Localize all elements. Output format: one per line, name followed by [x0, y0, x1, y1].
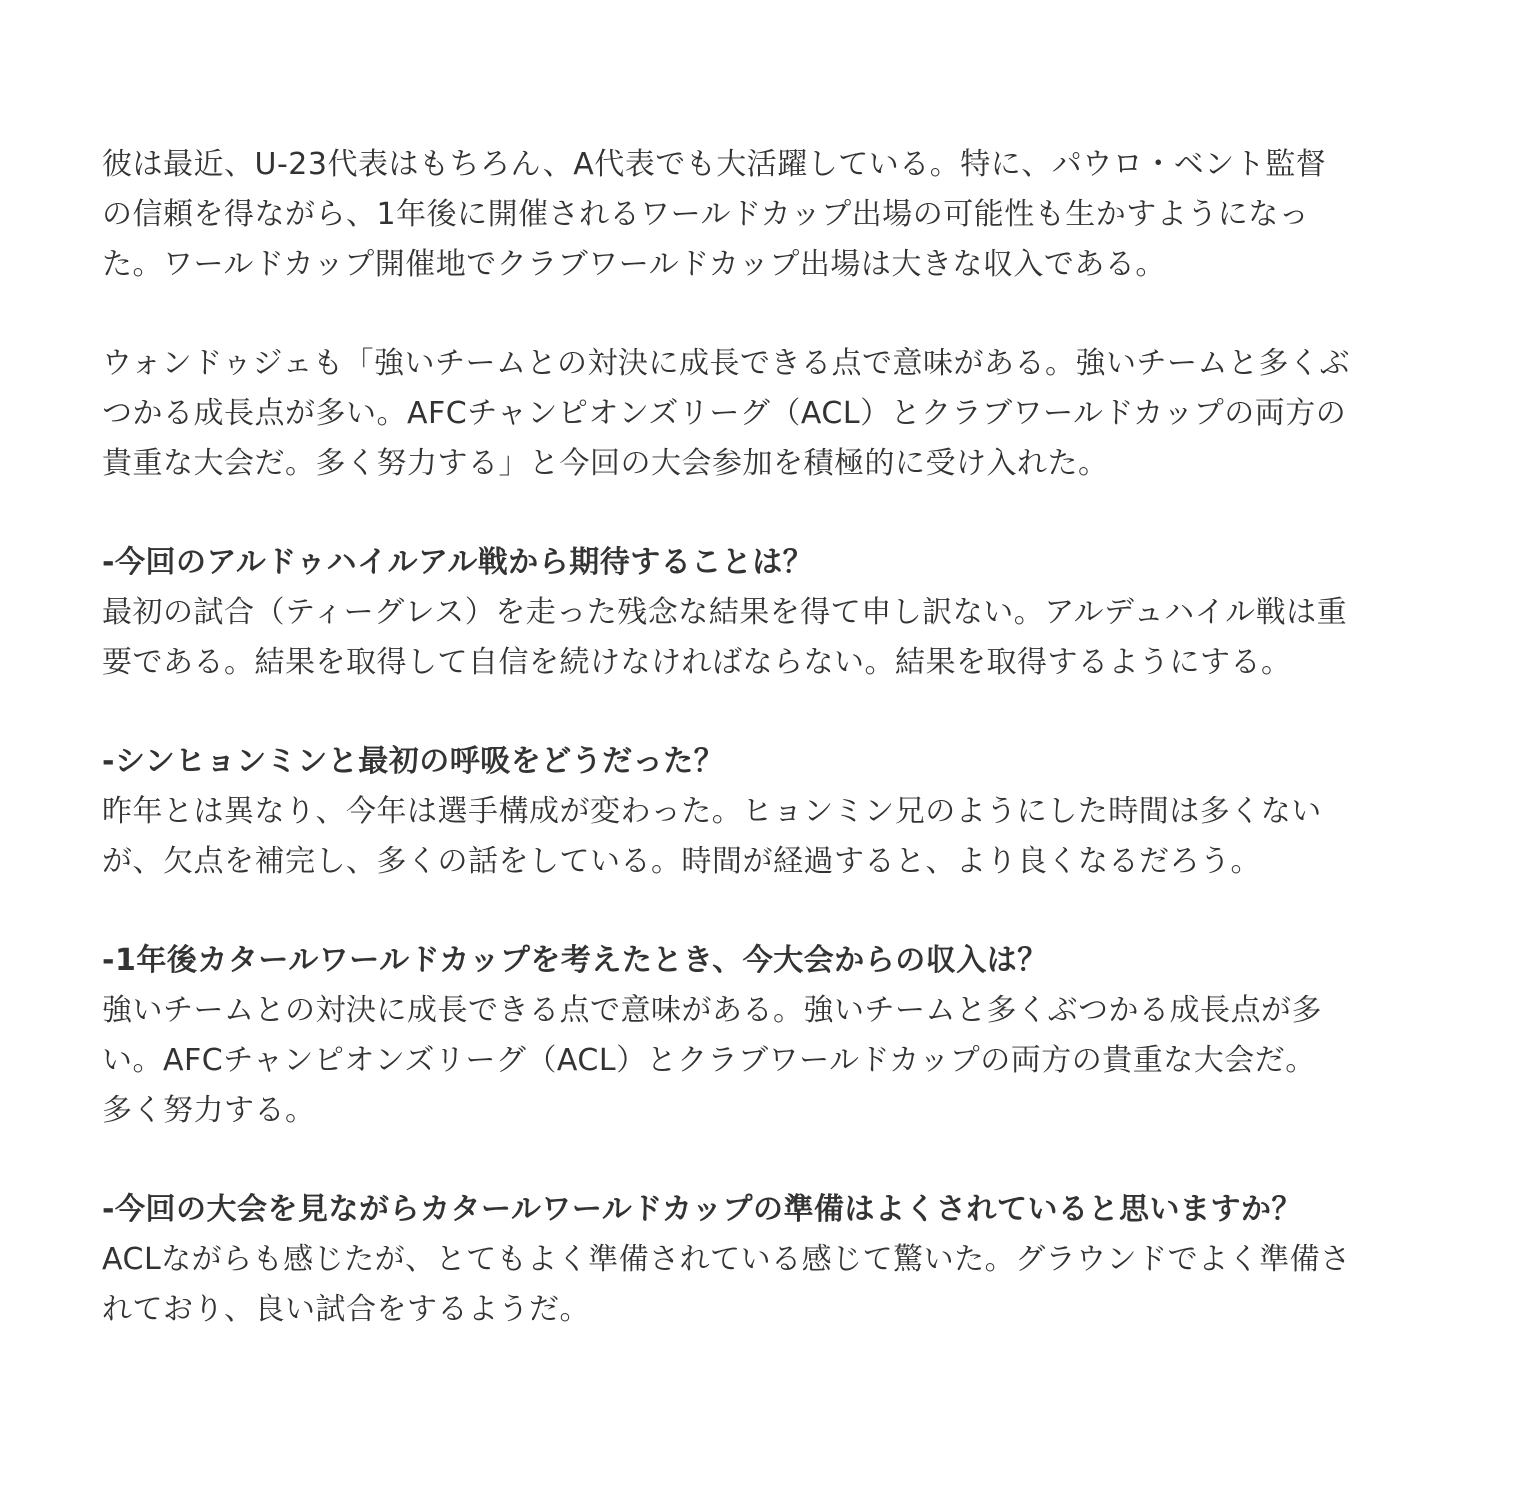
- question-heading: -1年後カタールワールドカップを考えたとき、今大会からの収入は？: [102, 943, 1048, 978]
- answer-text: ACLながらも感じたが、とてもよく準備されている感じて驚いた。グラウンドでよく準備さ れており、良い試合をするようだ。: [102, 1242, 1351, 1327]
- intro-paragraph-2: ウォンドゥジェも「強いチームとの対決に成長できる点で意味がある。強いチームと多くぶ つかる成長点が多い。AFCチャンピオンズリーグ（ACL）とクラブワールドカップの両方の 貴重な大会だ。多く努力する」と今回の大会参加を積極的に受け入れた。: [102, 346, 1350, 481]
- qa-item-1: [102, 538, 1447, 688]
- question-heading: -今回のアルドゥハイルアル戦から期待することは？: [102, 545, 814, 580]
- article-body: [102, 140, 1447, 1384]
- intro-paragraph-1: 彼は最近、U-23代表はもちろん、A代表でも大活躍している。特に、パウロ・ベント監督 の信頼を得ながら、1年後に開催されるワールドカップ出場の可能性も生かすようになっ た。ワールドカップ開催地でクラブワールドカップ出場は大きな収入である。: [102, 147, 1327, 282]
- answer-text: 昨年とは異なり、今年は選手構成が変わった。ヒョンミン兄のようにした時間は多くない が、欠点を補完し、多くの話をしている。時間が経過すると、より良くなるだろう。: [102, 794, 1322, 879]
- answer-text: 最初の試合（ティーグレス）を走った残念な結果を得て申し訳ない。アルデュハイル戦は重 要である。結果を取得して自信を続けなければならない。結果を取得するようにする。: [102, 595, 1348, 680]
- qa-item-4: [102, 1185, 1447, 1335]
- question-heading: -シンヒョンミンと最初の呼吸をどうだった？: [102, 744, 725, 779]
- qa-item-3: [102, 936, 1447, 1136]
- question-heading: -今回の大会を見ながらカタールワールドカップの準備はよくされていると思いますか？: [102, 1192, 1303, 1227]
- qa-item-2: [102, 737, 1447, 887]
- answer-text: 強いチームとの対決に成長できる点で意味がある。強いチームと多くぶつかる成長点が多 い。AFCチャンピオンズリーグ（ACL）とクラブワールドカップの両方の貴重な大会だ。 多く努力する。: [102, 993, 1322, 1128]
